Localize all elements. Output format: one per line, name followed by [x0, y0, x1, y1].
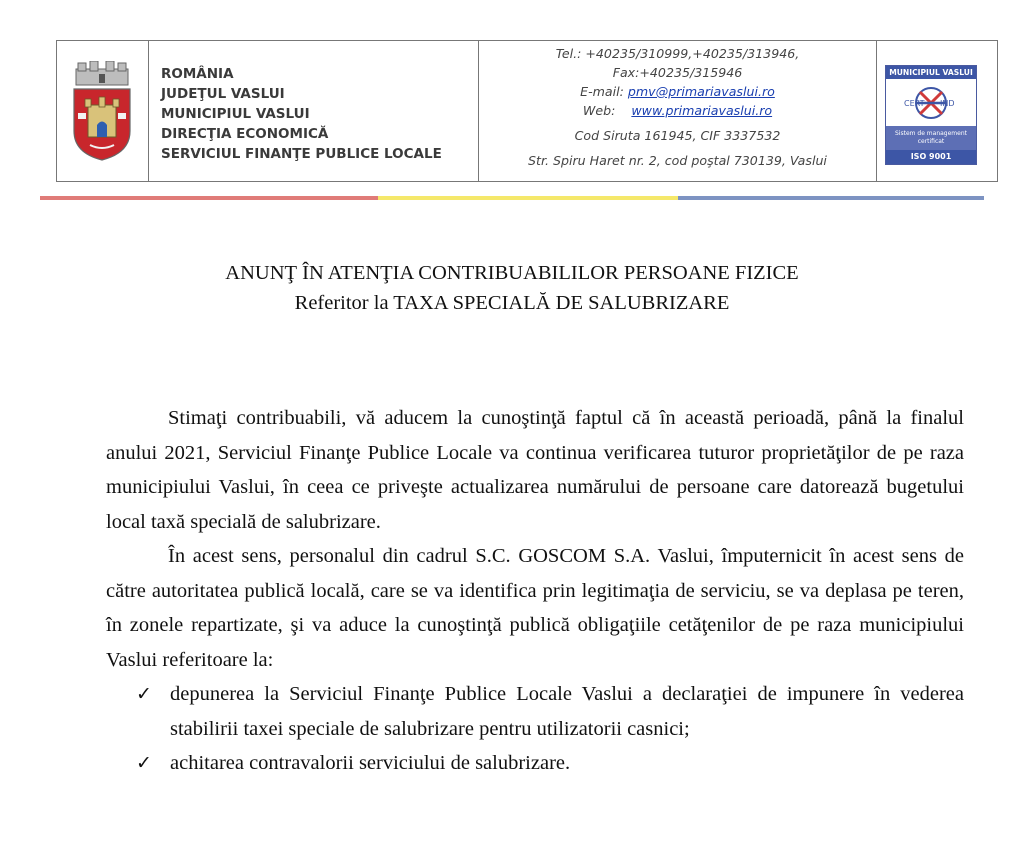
coat-of-arms-icon: [70, 61, 134, 161]
institution-line: SERVICIUL FINANŢE PUBLICE LOCALE: [161, 146, 442, 162]
list-item-text: achitarea contravalorii serviciului de salubrizare.: [170, 752, 571, 774]
svg-text:IND: IND: [940, 99, 955, 108]
institution-cell: [149, 41, 479, 181]
tricolor-blue-bar: [678, 196, 984, 200]
body-paragraph: În acest sens, personalul din cadrul S.C. GOSCOM S.A. Vaslui, împuternicit în acest sens de către autoritatea publică locală, care se va identifica prin legitimaţia de serviciu, se va deplasa pe teren, în zonele repartizate, şi va aduce la cunoştinţă publică obligaţiile cetăţenilor de pe raza municipiului Vaslui referitoare la:: [106, 545, 964, 671]
checkmark-icon: ✓: [136, 752, 152, 774]
email-label: E-mail:: [580, 84, 624, 99]
tricolor-yellow-bar: [378, 196, 678, 200]
cert-top-label: MUNICIPIUL VASLUI: [886, 66, 976, 79]
list-item: [136, 746, 964, 781]
letterhead: [56, 40, 998, 182]
iso-label: ISO 9001: [886, 150, 976, 164]
institution-line: ROMÂNIA: [161, 66, 234, 82]
list-item-text: depunerea la Serviciul Finanţe Publice Locale Vaslui a declaraţiei de impunere în vederea stabilirii taxei speciale de salubrizare pentru utilizatorii casnici;: [170, 683, 964, 740]
crest-cell: [57, 41, 149, 181]
email-line: [479, 82, 876, 101]
fax-line: Fax:+40235/315946: [612, 65, 743, 80]
institution-names: [161, 64, 442, 164]
announcement-body: [106, 401, 964, 781]
iso-certification-badge: [885, 65, 977, 165]
institution-line: MUNICIPIUL VASLUI: [161, 106, 310, 122]
certind-logo-icon: [902, 82, 960, 124]
contact-info: [479, 44, 876, 170]
certification-cell: [877, 41, 997, 181]
svg-text:CERT: CERT: [904, 99, 925, 108]
list-item: [136, 677, 964, 746]
title-line-1: ANUNŢ ÎN ATENŢIA CONTRIBUABILILOR PERSOANE FIZICE: [225, 262, 799, 284]
tricolor-red-bar: [40, 196, 378, 200]
title-line-2: Referitor la TAXA SPECIALĂ DE SALUBRIZARE: [294, 292, 730, 314]
phone-line: Tel.: +40235/310999,+40235/313946,: [555, 46, 800, 61]
institution-line: JUDEŢUL VASLUI: [161, 86, 285, 102]
web-link[interactable]: www.primariavaslui.ro: [631, 103, 773, 118]
body-paragraph: Stimaţi contribuabili, vă aducem la cunoştinţă faptul că în această perioadă, până la finalul anului 2021, Serviciul Finanţe Publice Locale va continua verificarea tuturor proprietăţilor de pe raza municipiului Vaslui, în ceea ce priveşte actualizarea numărului de persoane care datorează bugetului local taxă specială de salubrizare.: [106, 407, 964, 533]
obligations-list: [106, 677, 964, 781]
institution-line: DIRECŢIA ECONOMICĂ: [161, 126, 329, 142]
address-line: Str. Spiru Haret nr. 2, cod poştal 730139, Vaslui: [528, 153, 827, 168]
cert-system-label: Sistem de management certificat: [886, 126, 976, 151]
contact-cell: [479, 41, 877, 181]
checkmark-icon: ✓: [136, 683, 152, 705]
announcement-title: [0, 258, 1024, 318]
web-label: Web:: [582, 103, 616, 118]
email-link[interactable]: pmv@primariavaslui.ro: [627, 84, 775, 99]
web-line: [479, 101, 876, 120]
codes-line: Cod Siruta 161945, CIF 3337532: [574, 128, 781, 143]
